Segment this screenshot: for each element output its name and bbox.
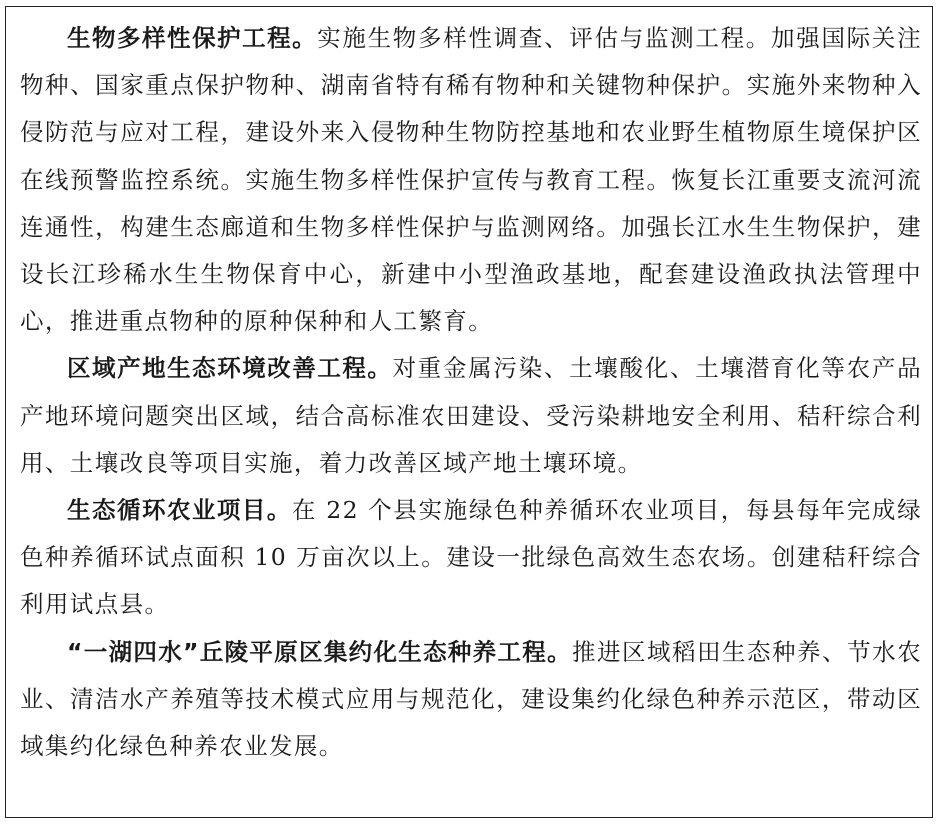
paragraph-biodiversity — [20, 15, 922, 345]
paragraph-heading: 生态循环农业项目。 — [67, 496, 292, 525]
paragraph-body: 对重金属污染、土壤酸化、土壤潜育化等农产品产地环境问题突出区域，结合高标准农田建设、受污染耕地安全利用、秸秆综合利用、土壤改良等项目实施，着力改善区域产地土壤环境。 — [20, 354, 922, 477]
paragraph-heading: 生物多样性保护工程。 — [67, 24, 318, 52]
paragraph-body: 在 22 个县实施绿色种养循环农业项目，每县每年完成绿色种养循环试点面积 10 万亩次以上。建设一批绿色高效生态农场。创建秸秆综合利用试点县。 — [20, 496, 922, 619]
paragraph-body: 推进区域稻田生态种养、节水农业、清洁水产养殖等技术模式应用与规范化，建设集约化绿色种养示范区，带动区域集约化绿色种养农业发展。 — [20, 637, 922, 761]
paragraph-region-environment — [20, 345, 922, 487]
paragraph-heading: “一湖四水”丘陵平原区集约化生态种养工程。 — [67, 637, 572, 666]
paragraph-heading: 区域产地生态环境改善工程。 — [67, 354, 393, 383]
document-frame — [5, 6, 933, 818]
paragraph-body: 实施生物多样性调查、评估与监测工程。加强国际关注物种、国家重点保护物种、湖南省特有稀有物种和关键物种保护。实施外来物种入侵防范与应对工程，建设外来入侵物种生物防控基地和农业野生植物原生境保护区在线预警监控系统。实施生物多样性保护宣传与教育工程。恢复长江重要支流河流连通性，构建生态廊道和生物多样性保护与监测网络。加强长江水生生物保护，建设长江珍稀水生生物保育中心，新建中小型渔政基地，配套建设渔政执法管理中心，推进重点物种的原种保种和人工繁育。 — [20, 24, 922, 336]
paragraph-lake-rivers — [20, 629, 922, 771]
paragraph-circular-agriculture — [20, 487, 922, 629]
